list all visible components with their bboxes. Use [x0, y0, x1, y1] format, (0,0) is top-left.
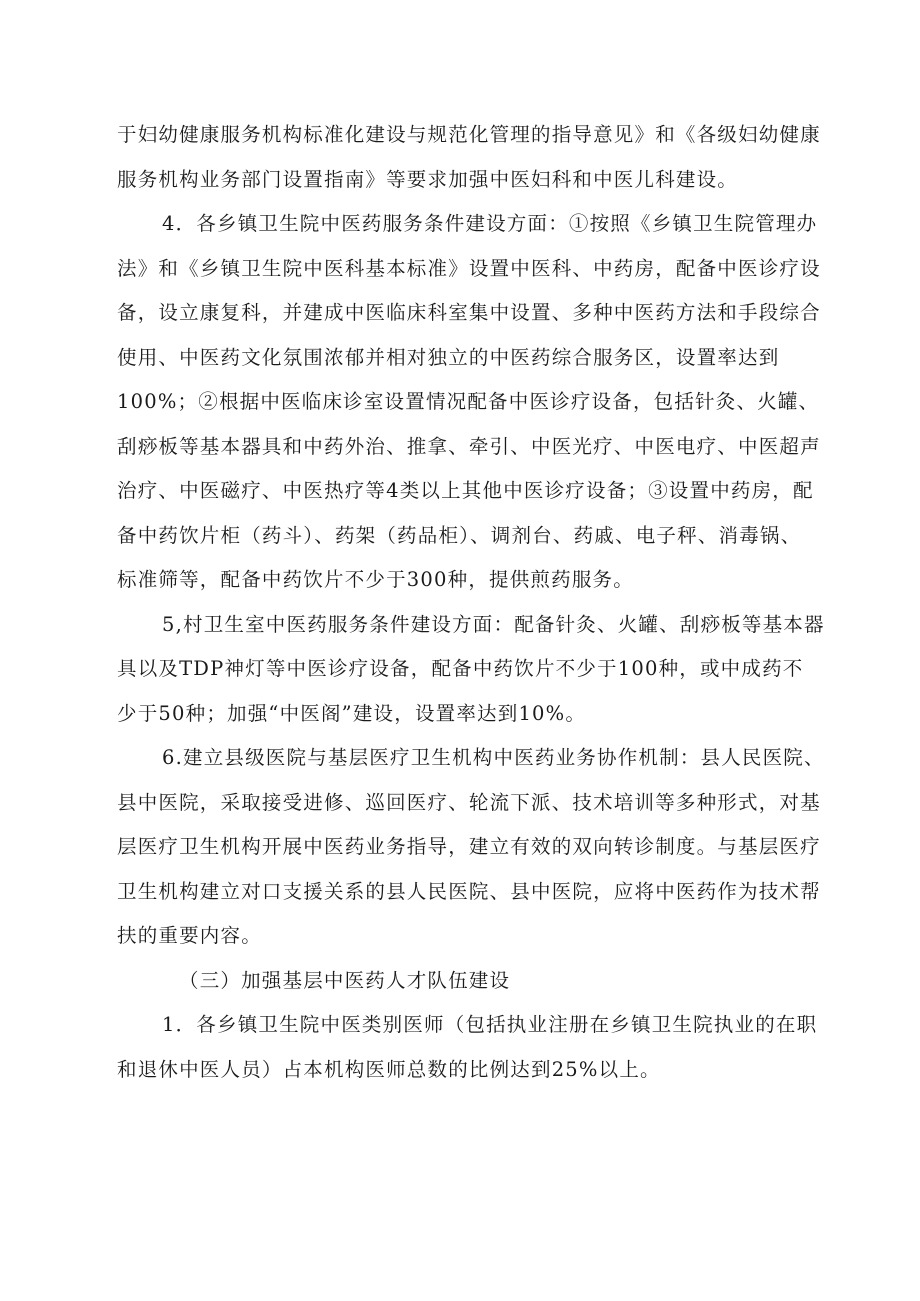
text-line: 标准筛等，配备中药饮片不少于300种，提供煎药服务。: [117, 568, 634, 591]
paragraph-item-5: [117, 603, 825, 737]
section-heading-3: [117, 959, 817, 1004]
text-line: 6.建立县级医院与基层医疗卫生机构中医药业务协作机制：县人民医院、: [162, 746, 825, 769]
text-line: 4．各乡镇卫生院中医药服务条件建设方面：①按照《乡镇卫生院管理办: [162, 212, 818, 235]
text-line: 服务机构业务部门设置指南》等要求加强中医妇科和中医儿科建设。: [117, 167, 739, 191]
document-page: [117, 113, 825, 1092]
text-line: 县中医院，采取接受进修、巡回医疗、轮流下派、技术培训等多种形式，对基: [117, 790, 821, 814]
text-line: 卫生机构建立对口支援关系的县人民医院、县中医院，应将中医药作为技术帮: [117, 879, 821, 903]
text-line: 法》和《乡镇卫生院中医科基本标准》设置中医科、中药房，配备中医诊疗设: [117, 256, 821, 280]
text-line: 备中药饮片柜（药斗）、药架（药品柜）、调剂台、药戚、电子秤、消毒锅、: [117, 523, 802, 547]
text-line: 于妇幼健康服务机构标准化建设与规范化管理的指导意见》和《各级妇幼健康: [117, 123, 821, 146]
text-line: 扶的重要内容。: [117, 924, 262, 947]
text-line: 刮痧板等基本器具和中药外治、推拿、牵引、中医光疗、中医电疗、中医超声: [117, 434, 821, 458]
text-line: 备，设立康复科，并建成中医临床科室集中设置、多种中医药方法和手段综合: [117, 301, 821, 324]
text-line: 层医疗卫生机构开展中医药业务指导，建立有效的双向转诊制度。与基层医疗: [117, 835, 821, 858]
text-line: 和退休中医人员）占本机构医师总数的比例达到25%以上。: [117, 1057, 661, 1081]
text-line: 使用、中医药文化氛围浓郁并相对独立的中医药综合服务区，设置率达到: [117, 345, 780, 369]
section-heading-text: （三）加强基层中医药人才队伍建设: [179, 968, 511, 992]
text-line: 少于50种；加强“中医阁”建设，设置率达到10%。: [117, 701, 587, 725]
text-line: 具以及TDP神灯等中医诊疗设备，配备中药饮片不少于100种，或中成药不: [117, 657, 804, 680]
text-line: 1．各乡镇卫生院中医类别医师（包括执业注册在乡镇卫生院执业的在职: [162, 1013, 818, 1036]
text-line: 治疗、中医磁疗、中医热疗等4类以上其他中医诊疗设备；③设置中药房，配: [117, 479, 814, 502]
paragraph-continuation: [117, 113, 821, 202]
paragraph-item-6: [117, 736, 825, 959]
paragraph-item-4: [117, 202, 821, 603]
paragraph-item-1: [117, 1003, 817, 1092]
text-line: 5,村卫生室中医药服务条件建设方面：配备针灸、火罐、刮痧板等基本器: [162, 612, 825, 636]
text-line: 100%；②根据中医临床诊室设置情况配备中医诊疗设备，包括针灸、火罐、: [117, 390, 820, 413]
